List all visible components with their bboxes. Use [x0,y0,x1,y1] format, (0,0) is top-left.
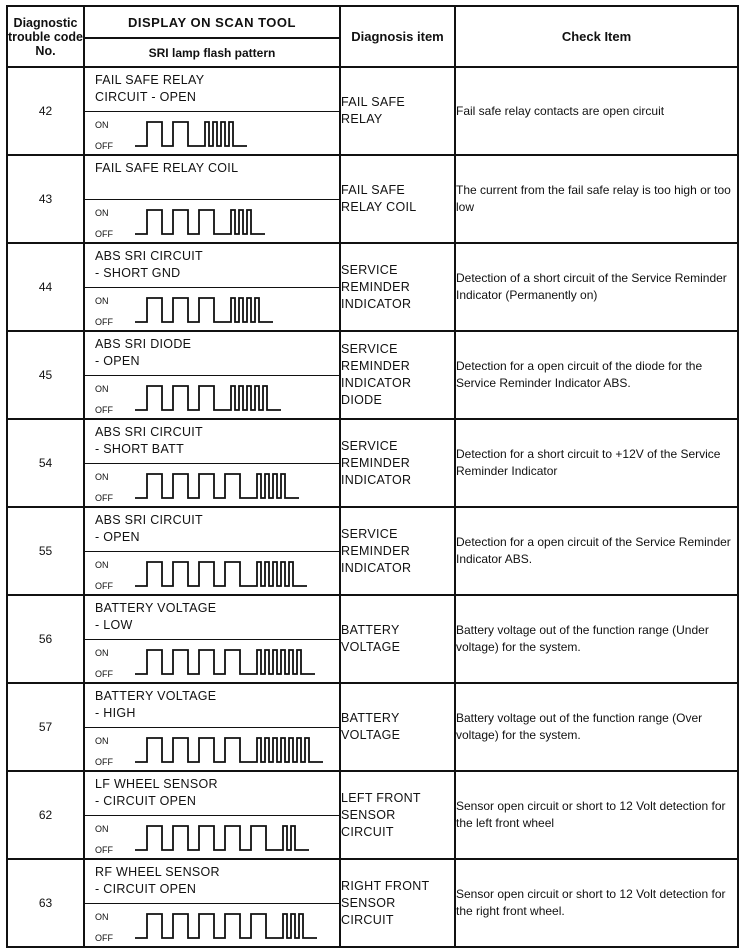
table-row [7,243,738,331]
off-label: OFF [95,493,113,503]
table-row [7,155,738,243]
check-item: Sensor open circuit or short to 12 Volt detection for the right front wheel. [455,859,738,947]
scan-tool-display [84,683,340,771]
diagnosis-item: SERVICE REMINDER INDICATOR [340,419,455,507]
header-display: DISPLAY ON SCAN TOOL [84,6,340,38]
off-label: OFF [95,757,113,767]
header-diagnosis: Diagnosis item [340,6,455,67]
display-text: ABS SRI DIODE - OPEN [85,332,339,376]
off-label: OFF [95,229,113,239]
trouble-code: 43 [7,155,84,243]
scan-tool-display [84,419,340,507]
off-label: OFF [95,405,113,415]
off-label: OFF [95,581,113,591]
on-label: ON [95,560,109,570]
flash-pattern [85,200,339,242]
table-row [7,771,738,859]
display-text: RF WHEEL SENSOR - CIRCUIT OPEN [85,860,339,904]
display-text: ABS SRI CIRCUIT - OPEN [85,508,339,552]
header-pattern: SRI lamp flash pattern [84,38,340,67]
on-label: ON [95,120,109,130]
trouble-code: 54 [7,419,84,507]
on-label: ON [95,824,109,834]
on-label: ON [95,912,109,922]
scan-tool-display [84,155,340,243]
trouble-code: 63 [7,859,84,947]
table-row [7,67,738,155]
check-item: Detection for a short circuit to +12V of the Service Reminder Indicator [455,419,738,507]
flash-pattern [85,376,339,418]
display-text: BATTERY VOLTAGE - LOW [85,596,339,640]
flash-pattern [85,728,339,770]
display-text: FAIL SAFE RELAY CIRCUIT - OPEN [85,68,339,112]
header-code: Diagnostic trouble code No. [7,6,84,67]
off-label: OFF [95,317,113,327]
check-item: Detection of a short circuit of the Service Reminder Indicator (Permanently on) [455,243,738,331]
diagnosis-item: SERVICE REMINDER INDICATOR [340,243,455,331]
scan-tool-display [84,331,340,419]
flash-waveform [135,558,335,592]
check-item: Sensor open circuit or short to 12 Volt detection for the left front wheel [455,771,738,859]
flash-pattern [85,816,339,858]
flash-waveform [135,294,335,328]
diagnosis-item: SERVICE REMINDER INDICATOR [340,507,455,595]
diagnosis-item: FAIL SAFE RELAY COIL [340,155,455,243]
flash-pattern [85,640,339,682]
off-label: OFF [95,845,113,855]
flash-waveform [135,470,335,504]
on-label: ON [95,736,109,746]
on-label: ON [95,296,109,306]
trouble-code: 44 [7,243,84,331]
trouble-code: 42 [7,67,84,155]
on-label: ON [95,384,109,394]
scan-tool-display [84,595,340,683]
table-row [7,331,738,419]
diagnosis-item: RIGHT FRONT SENSOR CIRCUIT [340,859,455,947]
diagnosis-item: LEFT FRONT SENSOR CIRCUIT [340,771,455,859]
table-row [7,595,738,683]
flash-waveform [135,822,335,856]
flash-pattern [85,464,339,506]
display-text: BATTERY VOLTAGE - HIGH [85,684,339,728]
display-text: LF WHEEL SENSOR - CIRCUIT OPEN [85,772,339,816]
flash-waveform [135,910,335,944]
check-item: The current from the fail safe relay is too high or too low [455,155,738,243]
trouble-code: 56 [7,595,84,683]
table-row [7,419,738,507]
scan-tool-display [84,243,340,331]
flash-pattern [85,904,339,946]
scan-tool-display [84,67,340,155]
header-check: Check Item [455,6,738,67]
flash-waveform [135,382,335,416]
off-label: OFF [95,141,113,151]
flash-waveform [135,646,335,680]
check-item: Battery voltage out of the function range (Under voltage) for the system. [455,595,738,683]
off-label: OFF [95,933,113,943]
flash-pattern [85,552,339,594]
diagnosis-item: FAIL SAFE RELAY [340,67,455,155]
check-item: Fail safe relay contacts are open circuit [455,67,738,155]
table-row [7,507,738,595]
display-text: FAIL SAFE RELAY COIL [85,156,339,200]
flash-waveform [135,734,335,768]
display-text: ABS SRI CIRCUIT - SHORT GND [85,244,339,288]
dtc-table [6,5,739,948]
check-item: Detection for a open circuit of the diode for the Service Reminder Indicator ABS. [455,331,738,419]
flash-pattern [85,288,339,330]
diagnosis-item: BATTERY VOLTAGE [340,595,455,683]
check-item: Detection for a open circuit of the Service Reminder Indicator ABS. [455,507,738,595]
flash-pattern [85,112,339,154]
flash-waveform [135,206,335,240]
scan-tool-display [84,859,340,947]
trouble-code: 57 [7,683,84,771]
off-label: OFF [95,669,113,679]
on-label: ON [95,648,109,658]
diagnosis-item: BATTERY VOLTAGE [340,683,455,771]
scan-tool-display [84,507,340,595]
flash-waveform [135,118,335,152]
table-row [7,859,738,947]
trouble-code: 62 [7,771,84,859]
display-text: ABS SRI CIRCUIT - SHORT BATT [85,420,339,464]
trouble-code: 45 [7,331,84,419]
trouble-code: 55 [7,507,84,595]
check-item: Battery voltage out of the function range (Over voltage) for the system. [455,683,738,771]
on-label: ON [95,208,109,218]
scan-tool-display [84,771,340,859]
table-row [7,683,738,771]
diagnosis-item: SERVICE REMINDER INDICATOR DIODE [340,331,455,419]
on-label: ON [95,472,109,482]
